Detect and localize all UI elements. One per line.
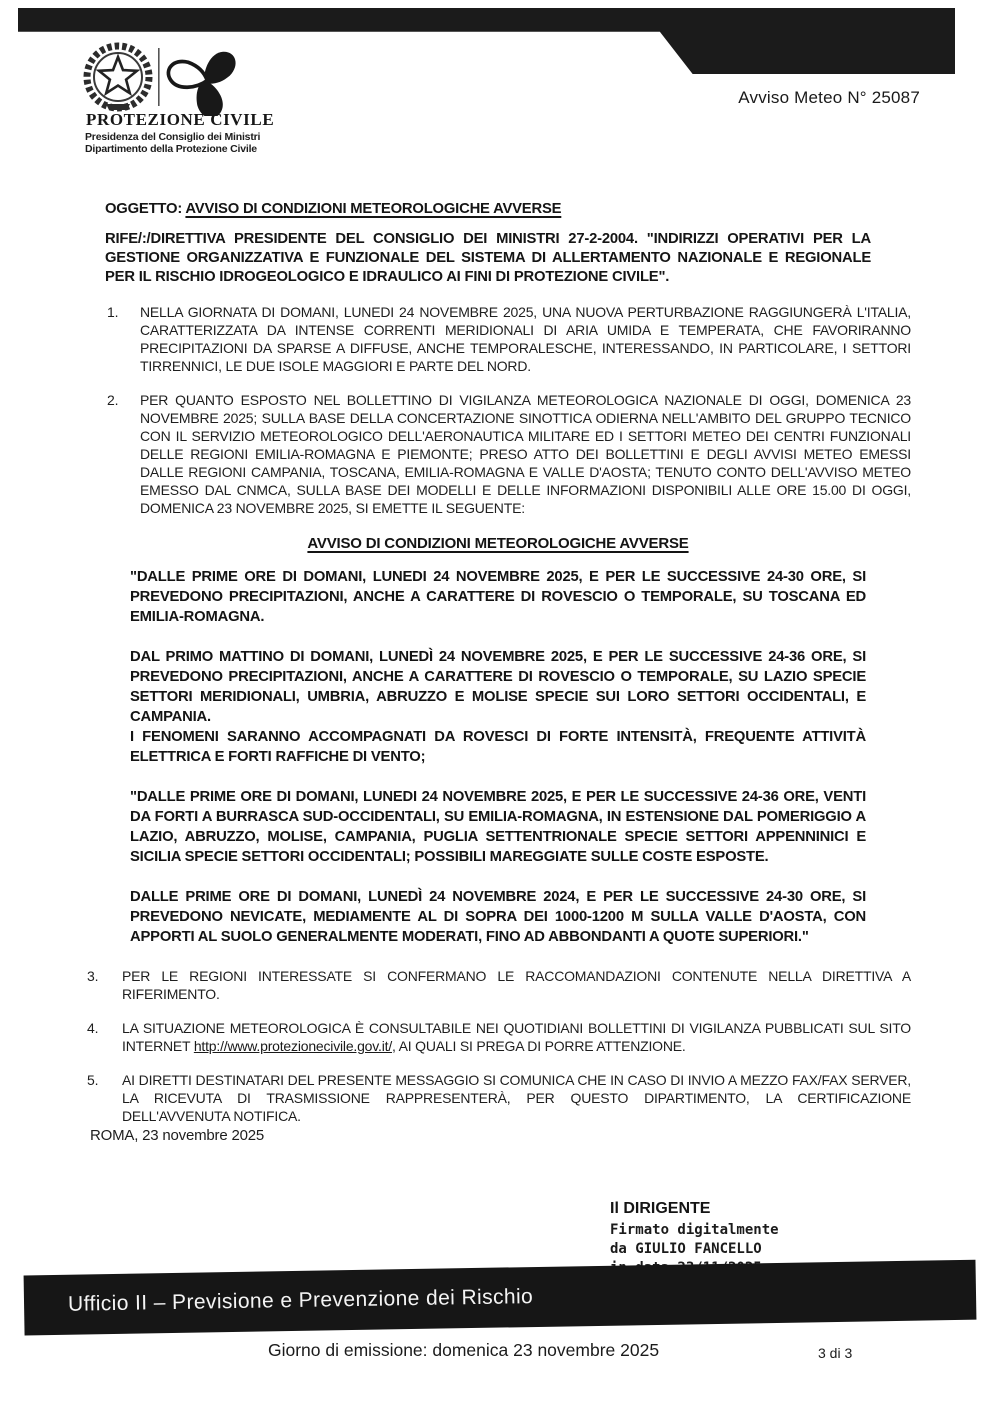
numbered-item-4 [85,1019,911,1055]
item-text: PER LE REGIONI INTERESSATE SI CONFERMANO LE RACCOMANDAZIONI CONTENUTE NELLA DIRETTIVA A RIFERIMENTO. [122,968,911,1002]
header-logos [80,40,250,116]
footer-office-bar [24,1260,977,1336]
republic-emblem-icon [87,46,149,110]
avviso-paragraph-text: DALLE PRIME ORE DI DOMANI, LUNEDÌ 24 NOVEMBRE 2024, E PER LE SUCCESSIVE 24-30 ORE, SI PREVEDONO NEVICATE, MEDIAMENTE AL DI SOPRA DEI 1000-1200 M SULLA VALLE D'AOSTA, CON APPORTI AL SUOLO GENERALMENTE MODERATI, FINO AD ABBONDANTI A QUOTE SUPERIORI." [130,889,866,945]
riferimento-paragraph: RIFE/:/DIRETTIVA PRESIDENTE DEL CONSIGLIO DEI MINISTRI 27-2-2004. "INDIRIZZI OPERATIVI PER LA GESTIONE ORGANIZZATIVA E FUNZIONALE DEL SISTEMA DI ALLERTAMENTO NAZIONALE E REGIONALE PER IL RISCHIO IDROGEOLOGICO E IDRAULICO AI FINI DI PROTEZIONE CIVILE". [105,231,871,285]
numbered-item-2 [105,391,911,517]
numbered-item-1 [105,303,911,375]
item-number: 1. [107,304,119,320]
place-date-line: ROMA, 23 novembre 2025 [90,1127,265,1144]
oggetto-line [105,200,911,218]
item-number: 5. [87,1072,99,1088]
signature-line-1: Firmato digitalmente [610,1222,779,1238]
document-body [87,200,911,1145]
item-text [122,1019,911,1055]
emission-date-line: Giorno di emissione: domenica 23 novembre 2025 [268,1340,660,1360]
org-title: PROTEZIONE CIVILE [86,110,275,129]
oggetto-label: OGGETTO: [105,201,186,217]
avviso-number: Avviso Meteo N° 25087 [738,88,920,107]
avviso-paragraph-text: DAL PRIMO MATTINO DI DOMANI, LUNEDÌ 24 NOVEMBRE 2025, E PER LE SUCCESSIVE 24-36 ORE, SI PREVEDONO PRECIPITAZIONI, ANCHE A CARATTERE DI ROVESCIO O TEMPORALE, SU LAZIO SPECIE SETTORI MERIDIONALI, UMBRIA, ABRUZZO E MOLISE SPECIE SUI LORO SETTORI OCCIDENTALI, E CAMPANIA. [130,649,866,725]
item-text: PER QUANTO ESPOSTO NEL BOLLETTINO DI VIGILANZA METEOROLOGICA NAZIONALE DI OGGI, DOMENICA 23 NOVEMBRE 2025; SULLA BASE DELLA CONCERTAZIONE SINOTTICA ODIERNA NELL'AMBITO DEL GRUPPO TECNICO CON IL SERVIZIO METEOROLOGICO DELL'AERONAUTICA MILITARE ED I SETTORI METEO DEI CENTRI FUNZIONALI DELLE REGIONI EMILIA-ROMAGNA E PIEMONTE; PRESO ATTO DEI BOLLETTINI E DEGLI AVVISI METEO EMESSI DALLE REGIONI CAMPANIA, TOSCANA, EMILIA-ROMAGNA E VALLE D'AOSTA; TENUTO CONTO DELL'AVVISO METEO EMESSO DAL CNMCA, SULLA BASE DEI MODELLI E DELLE INFORMAZIONI DISPONIBILI ALLE ORE 15.00 DI OGGI, DOMENICA 23 NOVEMBRE 2025, SI EMETTE IL SEGUENTE: [140,392,911,516]
protezione-civile-logo-icon [166,47,238,116]
signature-line-2: da GIULIO FANCELLO [610,1241,762,1257]
signer-role: Il DIRIGENTE [610,1200,711,1217]
item-number: 3. [87,968,99,984]
avviso-paragraph-2 [130,647,866,767]
avviso-paragraph-text: "DALLE PRIME ORE DI DOMANI, LUNEDI 24 NOVEMBRE 2025, E PER LE SUCCESSIVE 24-30 ORE, SI PREVEDONO PRECIPITAZIONI, ANCHE A CARATTERE DI ROVESCIO O TEMPORALE, SU TOSCANA ED EMILIA-ROMAGNA. [130,569,866,625]
item-number: 4. [87,1020,99,1036]
avviso-paragraph-text: "DALLE PRIME ORE DI DOMANI, LUNEDI 24 NOVEMBRE 2025, E PER LE SUCCESSIVE 24-36 ORE, VENTI DA FORTI A BURRASCA SUD-OCCIDENTALI, SU EMILIA-ROMAGNA, IN ESTENSIONE DAL POMERIGGIO A LAZIO, ABRUZZO, MOLISE, CAMPANIA, PUGLIA SETTENTRIONALE SPECIE SETTORI APPENNINICI E SICILIA SPECIE SETTORI OCCIDENTALI; POSSIBILI MAREGGIATE SULLE COSTE ESPOSTE. [130,789,866,865]
item-text: AI DIRETTI DESTINATARI DEL PRESENTE MESSAGGIO SI COMUNICA CHE IN CASO DI INVIO A MEZZO FAX/FAX SERVER, LA RICEVUTA DI TRASMISSIONE RAPPRESENTERÀ, PER QUESTO DIPARTIMENTO, LA CERTIFICAZIONE DELL'AVVENUTA NOTIFICA. [122,1072,911,1124]
avviso-paragraph-4 [130,887,866,947]
avviso-heading: AVVISO DI CONDIZIONI METEOROLOGICHE AVVERSE [307,535,689,552]
avviso-paragraph-1 [130,567,866,627]
item-text: NELLA GIORNATA DI DOMANI, LUNEDI 24 NOVEMBRE 2025, UNA NUOVA PERTURBAZIONE RAGGIUNGERÀ L'ITALIA, CARATTERIZZATA DA INTENSE CORRENTI MERIDIONALI DI ARIA UMIDA E TEMPERATA, CHE FAVORIRANNO PRECIPITAZIONI DA SPARSE A DIFFUSE, ANCHE TEMPORALESCHE, INTERESSANDO, IN PARTICOLARE, I SETTORI TIRRENNICI, LE DUE ISOLE MAGGIORI E PARTE DEL NORD. [140,304,911,374]
footer-office-label: Ufficio II – Previsione e Prevenzione dei Rischio [67,1285,534,1316]
numbered-item-5 [85,1071,911,1125]
item-text-post: , AI QUALI SI PREGA DI PORRE ATTENZIONE. [392,1038,686,1054]
org-subtitle-1: Presidenza del Consiglio dei Ministri [85,131,261,143]
avviso-paragraph-text: I FENOMENI SARANNO ACCOMPAGNATI DA ROVESCI DI FORTE INTENSITÀ, FREQUENTE ATTIVITÀ ELETTRICA E FORTI RAFFICHE DI VENTO; [130,729,866,765]
item-number: 2. [107,392,119,408]
protezionecivile-link[interactable]: http://www.protezionecivile.gov.it/ [193,1038,393,1054]
page-number: 3 di 3 [818,1345,853,1361]
oggetto-subject: AVVISO DI CONDIZIONI METEOROLOGICHE AVVERSE [185,201,562,217]
item-text-pre: LA SITUAZIONE METEOROLOGICA È CONSULTABILE NEI QUOTIDIANI BOLLETTINI DI VIGILANZA PUBBLICATI SUL SITO INTERNET [122,1020,911,1054]
avviso-paragraph-3 [130,787,866,867]
org-subtitle-2: Dipartimento della Protezione Civile [85,143,257,155]
numbered-item-3 [85,967,911,1003]
